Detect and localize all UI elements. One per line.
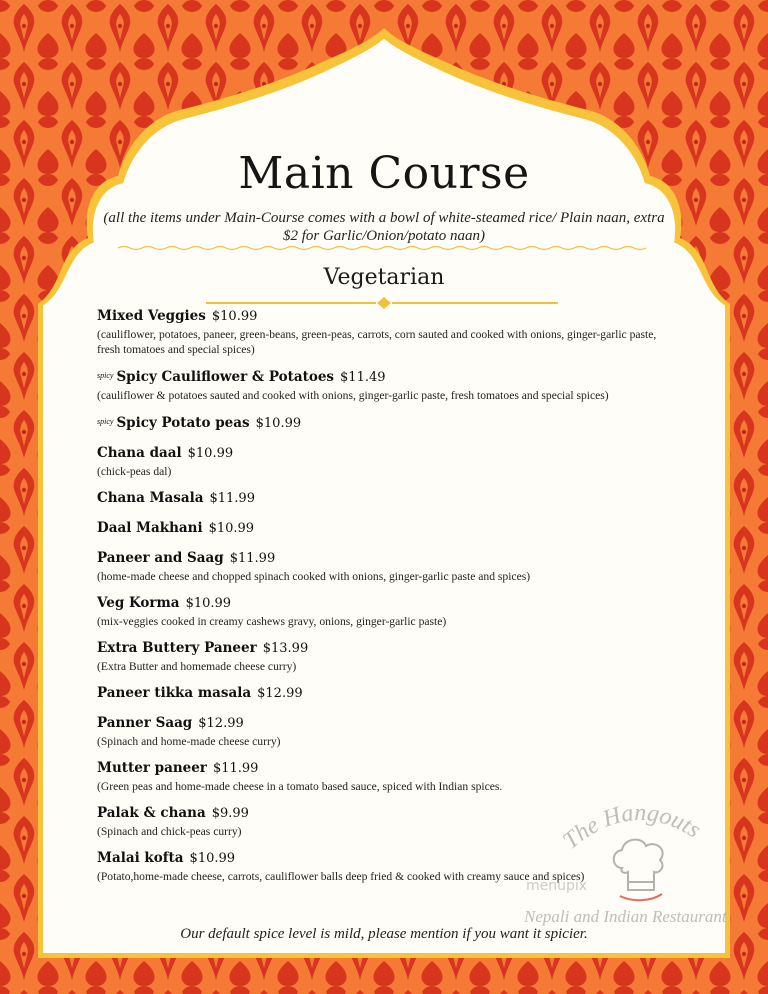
spicy-tag: spicy — [97, 371, 114, 380]
menu-item-price: $10.99 — [185, 596, 232, 611]
menu-item-description: (Extra Butter and homemade cheese curry) — [97, 660, 297, 673]
menu-item-name: Palak & chana — [97, 805, 206, 821]
menu-item-name: Paneer and Saag — [97, 550, 224, 566]
main-course-note: (all the items under Main-Course comes with a bowl of white-steamed rice/ Plain naan, extra $2 for Garlic/Onion/potato naan) — [103, 210, 665, 244]
menu-item-heading — [97, 683, 657, 704]
menu-item — [97, 683, 657, 704]
menu-item-name: Extra Buttery Paneer — [97, 640, 257, 656]
menupix-watermark: menupix — [526, 878, 588, 894]
menu-item-description: (cauliflower, potatoes, paneer, green-beans, green-peas, carrots, corn sauted and cooked with onions, ginger-garlic paste, fresh tomatoes and special spices) — [97, 328, 657, 356]
chef-hat-icon — [614, 840, 663, 890]
page-title: Main Course — [238, 148, 530, 199]
menu-item-price: $10.99 — [187, 446, 234, 461]
logo-name: The Hangouts — [558, 799, 706, 855]
menu-item — [97, 488, 657, 509]
menu-item-heading — [97, 443, 657, 464]
menu-item — [97, 306, 657, 357]
menu-item-heading — [97, 593, 657, 614]
menu-item-name: Daal Makhani — [97, 520, 203, 536]
menu-item-name: Spicy Cauliflower & Potatoes — [116, 369, 335, 385]
menu-item-name: Veg Korma — [97, 595, 180, 611]
menu-item-heading — [97, 638, 657, 659]
menu-item-name: Chana daal — [97, 445, 182, 461]
menu-item-name: Chana Masala — [97, 490, 204, 506]
menu-item-price: $11.99 — [212, 761, 259, 776]
menu-item-price: $12.99 — [198, 716, 244, 731]
menu-item-description: (cauliflower & potatoes sauted and cooked with onions, ginger-garlic paste, fresh tomatoes and special spices) — [97, 389, 609, 402]
menu-item — [97, 758, 657, 794]
menu-item-price: $12.99 — [257, 686, 303, 701]
menu-item-heading — [97, 306, 657, 327]
menu-item-price: $10.99 — [189, 851, 236, 866]
menu-item-description: (Spinach and chick-peas curry) — [97, 825, 242, 838]
menu-item-description: (Green peas and home-made cheese in a tomato based sauce, spiced with Indian spices. — [97, 780, 503, 793]
menu-item-heading — [97, 366, 657, 388]
menu-item — [97, 713, 657, 749]
logo-subtitle: Nepali and Indian Restaurant — [524, 907, 727, 926]
menu-item-heading — [97, 412, 657, 434]
menu-item — [97, 412, 657, 434]
section-heading-vegetarian: Vegetarian — [323, 265, 445, 290]
menu-item-name: Paneer tikka masala — [97, 685, 252, 701]
menu-item-description: (chick-peas dal) — [97, 465, 172, 478]
menu-item-price: $10.99 — [208, 521, 255, 536]
menu-item-heading — [97, 713, 657, 734]
restaurant-logo-watermark — [520, 790, 760, 940]
menu-item-heading — [97, 488, 657, 509]
menu-item-name: Spicy Potato peas — [116, 415, 250, 431]
menu-item-heading — [97, 518, 657, 539]
menu-item-heading — [97, 758, 657, 779]
svg-text:The Hangouts — [558, 800, 705, 855]
spice-level-note: Our default spice level is mild, please mention if you want it spicier. — [180, 926, 588, 942]
menu-item-description: (home-made cheese and chopped spinach cooked with onions, ginger-garlic paste and spices) — [97, 570, 531, 583]
menu-item-price: $9.99 — [211, 806, 249, 821]
menu-item-name: Panner Saag — [97, 715, 193, 731]
spicy-tag: spicy — [97, 417, 114, 426]
menu-item-description: (mix-veggies cooked in creamy cashews gravy, onions, ginger-garlic paste) — [97, 615, 447, 628]
menu-item-heading — [97, 548, 657, 569]
menu-item-price: $13.99 — [262, 641, 309, 656]
menu-item-price: $10.99 — [255, 416, 302, 431]
menu-item — [97, 593, 657, 629]
menu-item-price: $10.99 — [211, 309, 258, 324]
menu-item-price: $11.49 — [340, 370, 386, 385]
menu-item — [97, 548, 657, 584]
menu-item — [97, 638, 657, 674]
menu-item — [97, 518, 657, 539]
menu-item-price: $11.99 — [209, 491, 255, 506]
menu-item — [97, 366, 657, 403]
menu-item-price: $11.99 — [229, 551, 276, 566]
menu-item-name: Malai kofta — [97, 850, 184, 866]
menu-item — [97, 443, 657, 479]
menu-item-description: (Spinach and home-made cheese curry) — [97, 735, 281, 748]
menu-item-name: Mutter paneer — [97, 760, 207, 776]
menu-item-name: Mixed Veggies — [97, 308, 206, 324]
menu-item-description: (Potato,home-made cheese, carrots, cauliflower balls deep fried & cooked with creamy sauce and spices) — [97, 870, 585, 883]
